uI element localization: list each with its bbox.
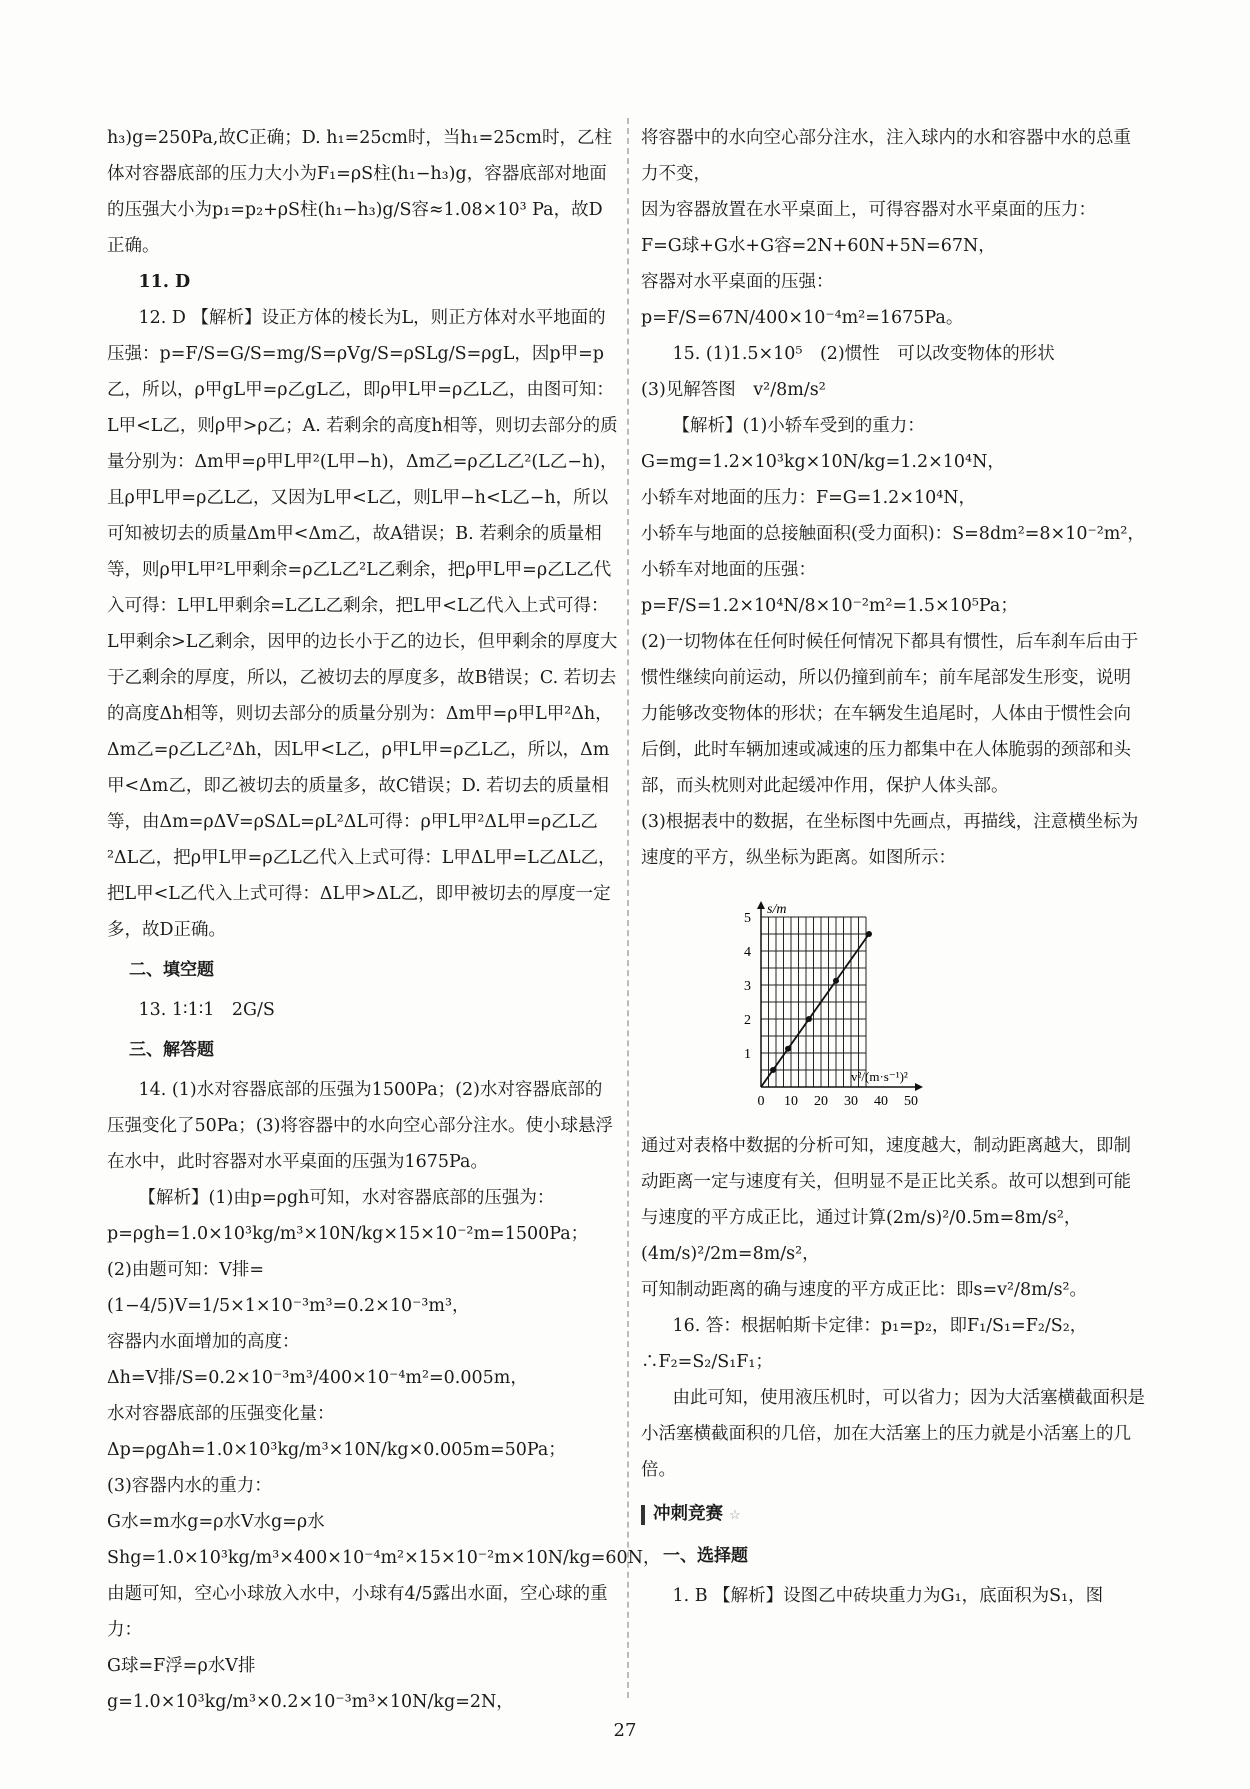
data-point [770,1067,776,1073]
text-line: p=ρgh=1.0×10³kg/m³×10N/kg×15×10⁻²m=1500Pa； [107,1224,589,1244]
text-line: h₃)g=250Pa,故C正确；D. h₁=25cm时，当h₁=25cm时，乙柱体对容器底部的压力大小为F₁=ρS柱(h₁−h₃)g，容器底部对地面的压强大小为p₁=p₂+ρS柱(h₁−h₃)g/S容≈1.08×10³ Pa，故D正确。 [107,128,613,256]
answer-16: 16. 答：根据帕斯卡定律：p₁=p₂，即F₁/S₁=F₂/S₂，∴F₂=S₂/S₁F₁； [641,1316,1088,1372]
text-line: (2)一切物体在任何时候任何情况下都具有惯性，后车刹车后由于惯性继续向前运动，所以仍撞到前车；前车尾部发生形变，说明力能够改变物体的形状；在车辆发生追尾时，人体由于惯性会向后倒，此时车辆加速或减速的压力都集中在人体脆弱的颈部和头部，而头枕则对此起缓冲作用，保护人体头部。 [641,632,1139,796]
text-line: 水对容器底部的压强变化量： [107,1404,335,1424]
text-line: 【解析】(1)小轿车受到的重力：G=mg=1.2×10³kg×10N/kg=1.2×10⁴N， [641,416,1005,472]
text-line: 小轿车对地面的压力：F=G=1.2×10⁴N， [641,488,977,508]
text-line: (2)由题可知：V排=(1−4/5)V=1/5×1×10⁻³m³=0.2×10⁻³m³， [107,1260,470,1316]
text-line: Δp=ρgΔh=1.0×10³kg/m³×10N/kg×0.005m=50Pa； [107,1440,566,1460]
x-tick-label: 40 [874,1094,888,1109]
section-fill-blank: 二、填空题 [129,960,214,980]
x-tick-label: 20 [814,1094,828,1109]
text-line: Δh=V排/S=0.2×10⁻³m³/400×10⁻⁴m²=0.005m， [107,1368,528,1388]
text-line: 容器对水平桌面的压强： [641,272,834,292]
x-tick-label: 10 [784,1094,798,1109]
x-axis-arrow [915,1083,923,1091]
y-tick-label: 2 [744,1013,751,1028]
answer-11: 11. D [138,272,191,292]
data-point [806,1016,812,1022]
text-line: 由题可知，空心小球放入水中，小球有4/5露出水面，空心球的重力： [107,1584,608,1640]
sprint-title: 冲刺竞赛 [653,1504,723,1524]
text-line: 将容器中的水向空心部分注水，注入球内的水和容器中水的总重力不变， [641,128,1131,184]
page-number: 27 [613,1720,637,1741]
data-point [866,931,872,937]
x-tick-label: 50 [904,1094,918,1109]
column-divider [627,118,629,1698]
text-line: (4m/s)²/2m=8m/s²， [641,1244,820,1264]
sprint-bar [641,1505,645,1525]
right-column [641,120,1148,1614]
text-line: 【解析】(1)由p=ρgh可知，水对容器底部的压强为： [138,1188,555,1208]
text-line: 小轿车与地面的总接触面积(受力面积)：S=8dm²=8×10⁻²m²， [641,524,1145,544]
answer-15: 15. (1)1.5×10⁵ (2)惯性 可以改变物体的形状 [672,344,1055,364]
data-point [833,978,839,984]
y-tick-label: 5 [744,911,751,926]
section-answer: 三、解答题 [129,1040,214,1060]
chart-svg [731,882,971,1122]
y-axis-label: s/m [767,902,787,917]
y-tick-label: 4 [744,945,751,960]
sprint-header [641,1496,1148,1534]
text-line: 容器内水面增加的高度： [107,1332,300,1352]
text-line: 小轿车对地面的压强：p=F/S=1.2×10⁴N/8×10⁻²m²=1.5×10⁵Pa； [641,560,1018,616]
text-line: 可知制动距离的确与速度的平方成正比：即s=v²/8m/s²。 [641,1280,1088,1300]
s-v2-chart [731,882,971,1122]
star-icon: ☆ [729,1508,741,1523]
sprint-answer-1: 1. B 【解析】设图乙中砖块重力为G₁，底面积为S₁，图 [672,1586,1104,1606]
x-tick-label: 30 [844,1094,858,1109]
answer-13: 13. 1∶1∶1 2G/S [138,1000,275,1020]
y-axis-arrow [757,901,765,909]
text-line: 由此可知，使用液压机时，可以省力；因为大活塞横截面积是小活塞横截面积的几倍，加在大活塞上的压力就是小活塞上的几倍。 [641,1388,1145,1480]
text-line: F=G球+G水+G容=2N+60N+5N=67N， [641,236,996,256]
data-point [785,1046,791,1052]
section-choice: 一、选择题 [663,1546,748,1566]
x-axis-label: v²/(m·s⁻¹)² [851,1069,908,1084]
text-line: 因为容器放置在水平桌面上，可得容器对水平桌面的压力： [641,200,1096,220]
text-line: G球=F浮=ρ水V排g=1.0×10³kg/m³×0.2×10⁻³m³×10N/kg=2N， [107,1656,514,1712]
left-column [107,120,661,1720]
text-line: p=F/S=67N/400×10⁻⁴m²=1675Pa。 [641,308,964,328]
text-line: 通过对表格中数据的分析可知，速度越大，制动距离越大，即制动距离一定与速度有关，但明显不是正比关系。故可以想到可能与速度的平方成正比，通过计算(2m/s)²/0.5m=8m/s²， [641,1136,1131,1228]
y-tick-label: 3 [744,979,751,994]
text-line: (3)容器内水的重力： [107,1476,272,1496]
x-tick-label: 0 [757,1094,765,1109]
text-line: (3)见解答图 v²/8m/s² [641,380,826,400]
text-line: G水=m水g=ρ水V水g=ρ水Shg=1.0×10³kg/m³×400×10⁻⁴m²×15×10⁻²m×10N/kg=60N， [107,1512,661,1568]
series-line [761,934,869,1087]
answer-12: 12. D 【解析】设正方体的棱长为L，则正方体对水平地面的压强：p=F/S=G/S=mg/S=ρVg/S=ρSLg/S=ρgL，因p甲=p乙，所以，ρ甲gL甲=ρ乙gL乙，即ρ甲L甲=ρ乙L乙，由图可知：L甲<L乙，则ρ甲>ρ乙；A. 若剩余的高度h相等，则切去部分的质量分别为：Δm甲=ρ甲L甲²(L甲−h)，Δm乙=ρ乙L乙²(L乙−h)，且ρ甲L甲=ρ乙L乙，又因为L甲<L乙，则L甲−h<L乙−h，所以可知被切去的质量Δm甲<Δm乙，故A错误；B. 若剩余的质量相等，则ρ甲L甲²L甲剩余=ρ乙L乙²L乙剩余，把ρ甲L甲=ρ乙L乙代入可得：L甲L甲剩余=L乙L乙剩余，把L甲<L乙代入上式可得：L甲剩余>L乙剩余，因甲的边长小于乙的边长，但甲剩余的厚度大于乙剩余的厚度，所以，乙被切去的厚度多，故B错误；C. 若切去的高度Δh相等，则切去部分的质量分别为：Δm甲=ρ甲L甲²Δh，Δm乙=ρ乙L乙²Δh，因L甲<L乙，ρ甲L甲=ρ乙L乙，所以，Δm甲<Δm乙，即乙被切去的质量多，故C错误；D. 若切去的质量相等，由Δm=ρΔV=ρSΔL=ρL²ΔL可得：ρ甲L甲²ΔL甲=ρ乙L乙²ΔL乙，把ρ甲L甲=ρ乙L乙代入上式可得：L甲ΔL甲=L乙ΔL乙，把L甲<L乙代入上式可得：ΔL甲>ΔL乙，即甲被切去的厚度一定多，故D正确。 [107,308,618,940]
answer-14: 14. (1)水对容器底部的压强为1500Pa；(2)水对容器底部的压强变化了50Pa；(3)将容器中的水向空心部分注水。使小球悬浮在水中，此时容器对水平桌面的压强为1675Pa。 [107,1080,613,1172]
text-line: (3)根据表中的数据，在坐标图中先画点，再描线，注意横坐标为速度的平方，纵坐标为距离。如图所示： [641,812,1139,868]
y-tick-label: 1 [744,1047,751,1062]
